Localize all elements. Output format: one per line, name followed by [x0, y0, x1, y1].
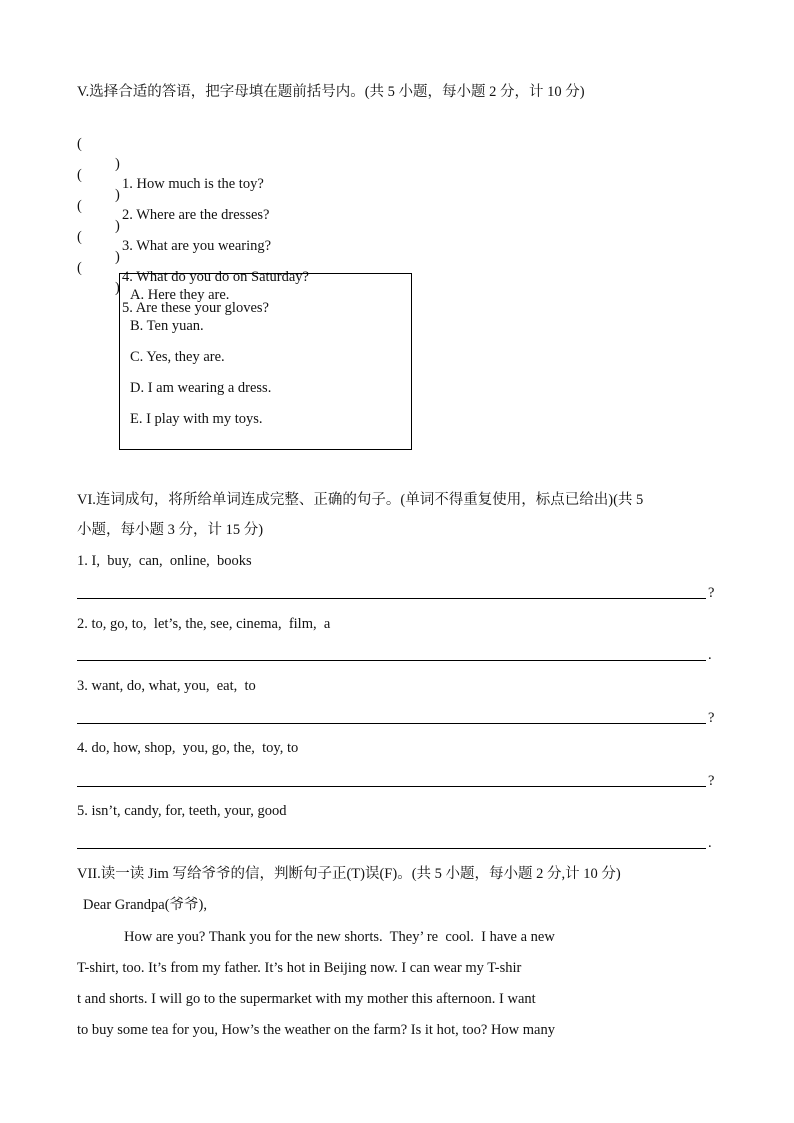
- answer-line-2[interactable]: [77, 660, 706, 661]
- question-text: 3. What are you wearing?: [122, 238, 272, 254]
- option-b: B. Ten yuan.: [130, 318, 204, 334]
- section-6-heading-line1: VI.连词成句，将所给单词连成完整、正确的句子。(单词不得重复使用，标点已给出)(共 5: [77, 492, 644, 508]
- answer-bracket-close: ): [115, 156, 120, 172]
- answer-line-5[interactable]: [77, 848, 706, 849]
- answer-line-1-punctuation: ?: [708, 585, 715, 601]
- answer-bracket-open[interactable]: (: [77, 198, 82, 214]
- answer-line-2-punctuation: .: [708, 647, 712, 663]
- answer-line-3-punctuation: ?: [708, 710, 715, 726]
- answer-bracket-close: ): [115, 187, 120, 203]
- option-a: A. Here they are.: [130, 287, 230, 303]
- answer-line-1[interactable]: [77, 598, 706, 599]
- scrambled-words-4: 4. do, how, shop, you, go, the, toy, to: [77, 740, 299, 756]
- answer-bracket-open[interactable]: (: [77, 229, 82, 245]
- question-text: 4. What do you do on Saturday?: [122, 269, 309, 285]
- option-e: E. I play with my toys.: [130, 411, 263, 427]
- scrambled-words-1: 1. I, buy, can, online, books: [77, 553, 252, 569]
- section-5-heading: V.选择合适的答语，把字母填在题前括号内。(共 5 小题，每小题 2 分，计 10 分): [77, 84, 585, 100]
- answer-line-3[interactable]: [77, 723, 706, 724]
- scrambled-words-2: 2. to, go, to, let’s, the, see, cinema, film, a: [77, 616, 331, 632]
- answer-bracket-open[interactable]: (: [77, 167, 82, 183]
- answer-bracket-close: ): [115, 280, 120, 296]
- answer-line-4-punctuation: ?: [708, 773, 715, 789]
- question-text: 5. Are these your gloves?: [122, 300, 269, 316]
- scrambled-words-5: 5. isn’t, candy, for, teeth, your, good: [77, 803, 287, 819]
- letter-line-3: t and shorts. I will go to the supermarket with my mother this afternoon. I want: [77, 991, 536, 1007]
- letter-line-1: How are you? Thank you for the new shorts. They’ re cool. I have a new: [124, 929, 555, 945]
- section-6-heading-line2: 小题，每小题 3 分，计 15 分): [77, 522, 264, 538]
- letter-salutation: Dear Grandpa(爷爷),: [83, 897, 208, 913]
- answer-bracket-open[interactable]: (: [77, 136, 82, 152]
- option-c: C. Yes, they are.: [130, 349, 225, 365]
- answer-line-5-punctuation: .: [708, 835, 712, 851]
- scrambled-words-3: 3. want, do, what, you, eat, to: [77, 678, 256, 694]
- answer-bracket-open[interactable]: (: [77, 260, 82, 276]
- options-box: [119, 273, 412, 450]
- section-7-heading: VII.读一读 Jim 写给爷爷的信，判断句子正(T)误(F)。(共 5 小题，每小题 2 分,计 10 分): [77, 866, 621, 882]
- answer-line-4[interactable]: [77, 786, 706, 787]
- question-text: 1. How much is the toy?: [122, 176, 264, 192]
- letter-line-2: T-shirt, too. It’s from my father. It’s hot in Beijing now. I can wear my T-shir: [77, 960, 522, 976]
- question-text: 2. Where are the dresses?: [122, 207, 270, 223]
- option-d: D. I am wearing a dress.: [130, 380, 272, 396]
- letter-line-4: to buy some tea for you, How’s the weather on the farm? Is it hot, too? How many: [77, 1022, 555, 1038]
- answer-bracket-close: ): [115, 218, 120, 234]
- answer-bracket-close: ): [115, 249, 120, 265]
